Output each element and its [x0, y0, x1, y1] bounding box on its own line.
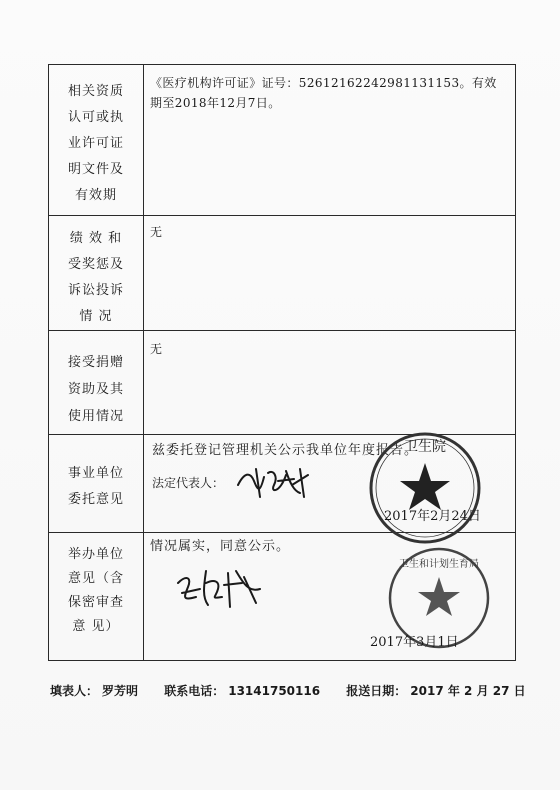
- row-label-sponsor: [49, 533, 144, 661]
- entrust-statement: 兹委托登记管理机关公示我单位年度报告。: [152, 443, 419, 458]
- table-row-performance: [49, 216, 516, 331]
- filler-label: 填表人：: [50, 684, 99, 698]
- label-line: 举办单位: [67, 547, 124, 562]
- sponsor-signature: [172, 563, 268, 611]
- label-line: 接受捐赠: [67, 355, 124, 370]
- svg-text:卫生院: 卫生院: [404, 439, 446, 455]
- row-content-performance: [144, 216, 516, 331]
- hospital-seal-stamp: [366, 429, 484, 547]
- row-content-qualification: [144, 65, 516, 216]
- table-row-sponsor: [49, 533, 516, 661]
- label-line: 受奖惩及: [67, 257, 124, 272]
- row-label-donations: [49, 331, 144, 435]
- sponsor-date: 2017年3月1日: [370, 635, 459, 650]
- label-line: 业许可证: [67, 136, 124, 151]
- form-footer: [50, 682, 530, 699]
- phone-label: 联系电话：: [164, 684, 225, 698]
- sponsor-statement: 情况属实，同意公示。: [150, 539, 291, 554]
- donations-text: 无: [150, 342, 163, 356]
- report-date: 2017 年 2 月 27 日: [410, 684, 526, 698]
- filler-name: 罗芳明: [102, 684, 139, 698]
- label-line: 委托意见: [67, 492, 124, 507]
- label-line: 认可或执: [67, 110, 124, 125]
- label-line: 情 况: [79, 309, 113, 324]
- report-form-table: [48, 64, 516, 661]
- row-label-performance: [49, 216, 144, 331]
- row-label-entrust: [49, 435, 144, 533]
- row-label-qualification: [49, 65, 144, 216]
- legal-rep-signature: [234, 463, 314, 503]
- phone-number: 13141750116: [228, 684, 321, 698]
- label-line: 意 见）: [72, 619, 120, 634]
- table-row-qualification: [49, 65, 516, 216]
- table-row-entrust: [49, 435, 516, 533]
- label-line: 保密审查: [67, 595, 124, 610]
- table-row-donations: [49, 331, 516, 435]
- label-line: 相关资质: [67, 84, 124, 99]
- label-line: 明文件及: [67, 162, 124, 177]
- label-line: 事业单位: [67, 466, 124, 481]
- label-line: 意见（含: [67, 571, 124, 586]
- row-content-donations: [144, 331, 516, 435]
- svg-text:卫生和计划生育局: 卫生和计划生育局: [399, 559, 479, 570]
- performance-text: 无: [150, 225, 163, 239]
- label-line: 有效期: [74, 188, 117, 203]
- qualification-text: 《医疗机构许可证》证号：52612162242981131153。有效期至2018年12月7日。: [150, 76, 497, 110]
- row-content-sponsor: [144, 533, 516, 661]
- label-line: 绩 效 和: [69, 231, 123, 246]
- label-line: 诉讼投诉: [67, 283, 124, 298]
- report-date-label: 报送日期：: [346, 684, 407, 698]
- row-content-entrust: [144, 435, 516, 533]
- legal-rep-label: 法定代表人：: [152, 476, 225, 490]
- label-line: 资助及其: [67, 382, 124, 397]
- label-line: 使用情况: [67, 409, 124, 424]
- entrust-date: 2017年2月24日: [384, 509, 481, 524]
